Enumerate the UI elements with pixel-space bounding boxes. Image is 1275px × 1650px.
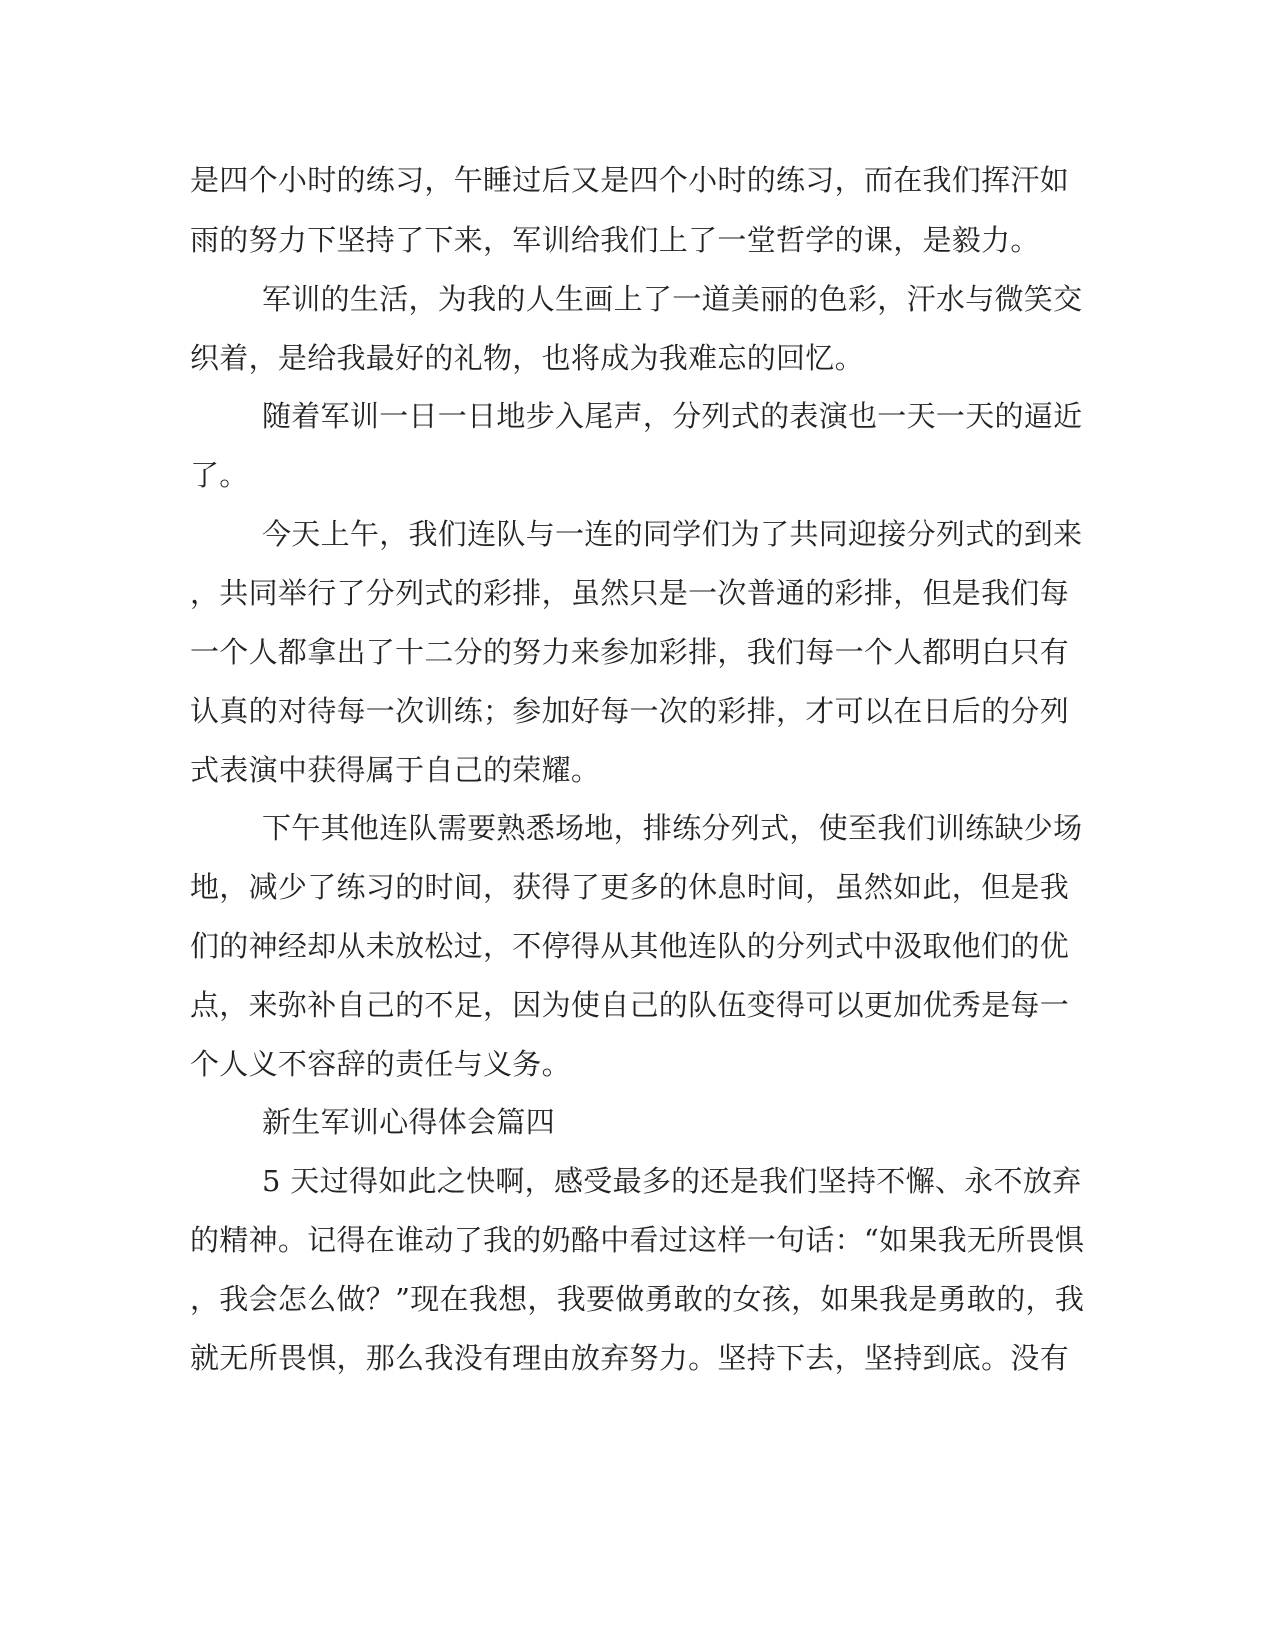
text-line: 个人义不容辞的责任与义务。 bbox=[190, 1047, 571, 1081]
text-line: 们的神经却从未放松过，不停得从其他连队的分列式中汲取他们的优 bbox=[190, 929, 1070, 963]
section-heading: 新生军训心得体会篇四 bbox=[262, 1105, 556, 1139]
text-line: 今天上午，我们连队与一连的同学们为了共同迎接分列式的到来 bbox=[262, 517, 1083, 551]
text-line: 是四个小时的练习，午睡过后又是四个小时的练习，而在我们挥汗如 bbox=[190, 163, 1070, 197]
text-line: 随着军训一日一日地步入尾声，分列式的表演也一天一天的逼近 bbox=[262, 399, 1083, 433]
text-line: 5 天过得如此之快啊，感受最多的还是我们坚持不懈、永不放弃 bbox=[262, 1164, 1082, 1198]
text-line: ，我会怎么做？”现在我想，我要做勇敢的女孩，如果我是勇敢的，我 bbox=[190, 1282, 1085, 1316]
text-line: 认真的对待每一次训练；参加好每一次的彩排，才可以在日后的分列 bbox=[190, 694, 1070, 728]
text-line: 织着，是给我最好的礼物，也将成为我难忘的回忆。 bbox=[190, 341, 864, 375]
text-line: 点，来弥补自己的不足，因为使自己的队伍变得可以更加优秀是每一 bbox=[190, 988, 1070, 1022]
text-line: ，共同举行了分列式的彩排，虽然只是一次普通的彩排，但是我们每 bbox=[190, 576, 1070, 610]
text-line: 一个人都拿出了十二分的努力来参加彩排，我们每一个人都明白只有 bbox=[190, 635, 1070, 669]
text-line: 地，减少了练习的时间，获得了更多的休息时间，虽然如此，但是我 bbox=[190, 870, 1070, 904]
text-line: 的精神。记得在谁动了我的奶酪中看过这样一句话：“如果我无所畏惧 bbox=[190, 1223, 1085, 1257]
text-line: 雨的努力下坚持了下来，军训给我们上了一堂哲学的课，是毅力。 bbox=[190, 223, 1040, 257]
text-line: 就无所畏惧，那么我没有理由放弃努力。坚持下去，坚持到底。没有 bbox=[190, 1341, 1070, 1375]
text-line: 下午其他连队需要熟悉场地，排练分列式，使至我们训练缺少场 bbox=[262, 811, 1083, 845]
text-line: 了。 bbox=[190, 458, 249, 492]
text-line: 式表演中获得属于自己的荣耀。 bbox=[190, 753, 601, 787]
text-line: 军训的生活，为我的人生画上了一道美丽的色彩，汗水与微笑交 bbox=[262, 282, 1083, 316]
